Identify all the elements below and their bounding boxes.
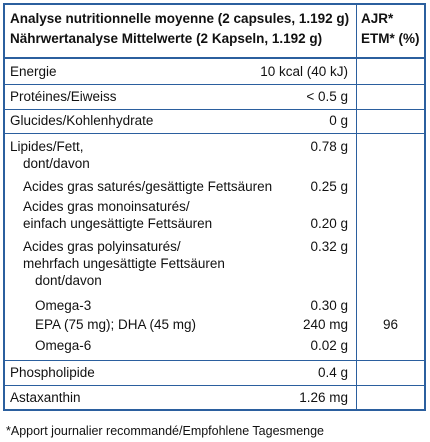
row-label-omega3: Omega-3 [35,298,92,313]
row-sub-poly: dont/davon [35,273,102,288]
row-label-poly-1: Acides gras polyinsaturés/ [23,239,181,254]
row-divider [5,84,424,85]
row-label-poly-2: mehrfach ungesättigte Fettsäuren [23,256,225,271]
header-title-fr: Analyse nutritionnelle moyenne (2 capsules, 1.192 g) [10,11,350,26]
row-divider [5,385,424,386]
row-label-proteines: Protéines/Eiweiss [10,89,117,104]
row-value-poly: 0.32 g [310,239,348,254]
row-value-mono: 0.20 g [310,216,348,231]
row-value-proteines: < 0.5 g [306,89,348,104]
row-value-astax: 1.26 mg [299,390,348,405]
row-label-energie: Energie [10,64,57,79]
row-label-mono-2: einfach ungesättigte Fettsäuren [23,216,213,231]
row-label-epa: EPA (75 mg); DHA (45 mg) [35,317,197,332]
row-value-satures: 0.25 g [310,179,348,194]
row-value-energie: 10 kcal (40 kJ) [260,64,348,79]
row-label-glucides: Glucides/Kohlenhydrate [10,113,154,128]
row-label-phospho: Phospholipide [10,365,95,380]
row-divider [5,360,424,361]
row-ajr-epa: 96 [382,317,399,332]
row-label-omega6: Omega-6 [35,338,92,353]
nutrition-table [3,3,426,411]
column-divider [356,5,357,409]
row-value-omega3: 0.30 g [310,298,348,313]
row-value-phospho: 0.4 g [317,365,348,380]
row-value-lipides: 0.78 g [310,139,348,154]
row-label-satures: Acides gras saturés/gesättigte Fettsäuren [23,179,273,194]
row-divider [5,109,424,110]
row-value-glucides: 0 g [329,113,348,128]
row-label-mono-1: Acides gras monoinsaturés/ [23,199,190,214]
row-label-astax: Astaxanthin [10,390,81,405]
header-divider [5,57,424,59]
row-value-epa: 240 mg [302,317,348,332]
row-divider [5,133,424,134]
footnote: *Apport journalier recommandé/Empfohlene Tagesmenge [6,424,325,438]
row-value-omega6: 0.02 g [310,338,348,353]
ajr-header-line2: ETM* (%) [361,31,420,46]
ajr-header-line1: AJR* [361,11,394,26]
row-label-lipides: Lipides/Fett, [10,139,84,154]
header-title-de: Nährwertanalyse Mittelwerte (2 Kapseln, 1.192 g) [10,31,323,46]
row-sub-lipides: dont/davon [23,156,90,171]
